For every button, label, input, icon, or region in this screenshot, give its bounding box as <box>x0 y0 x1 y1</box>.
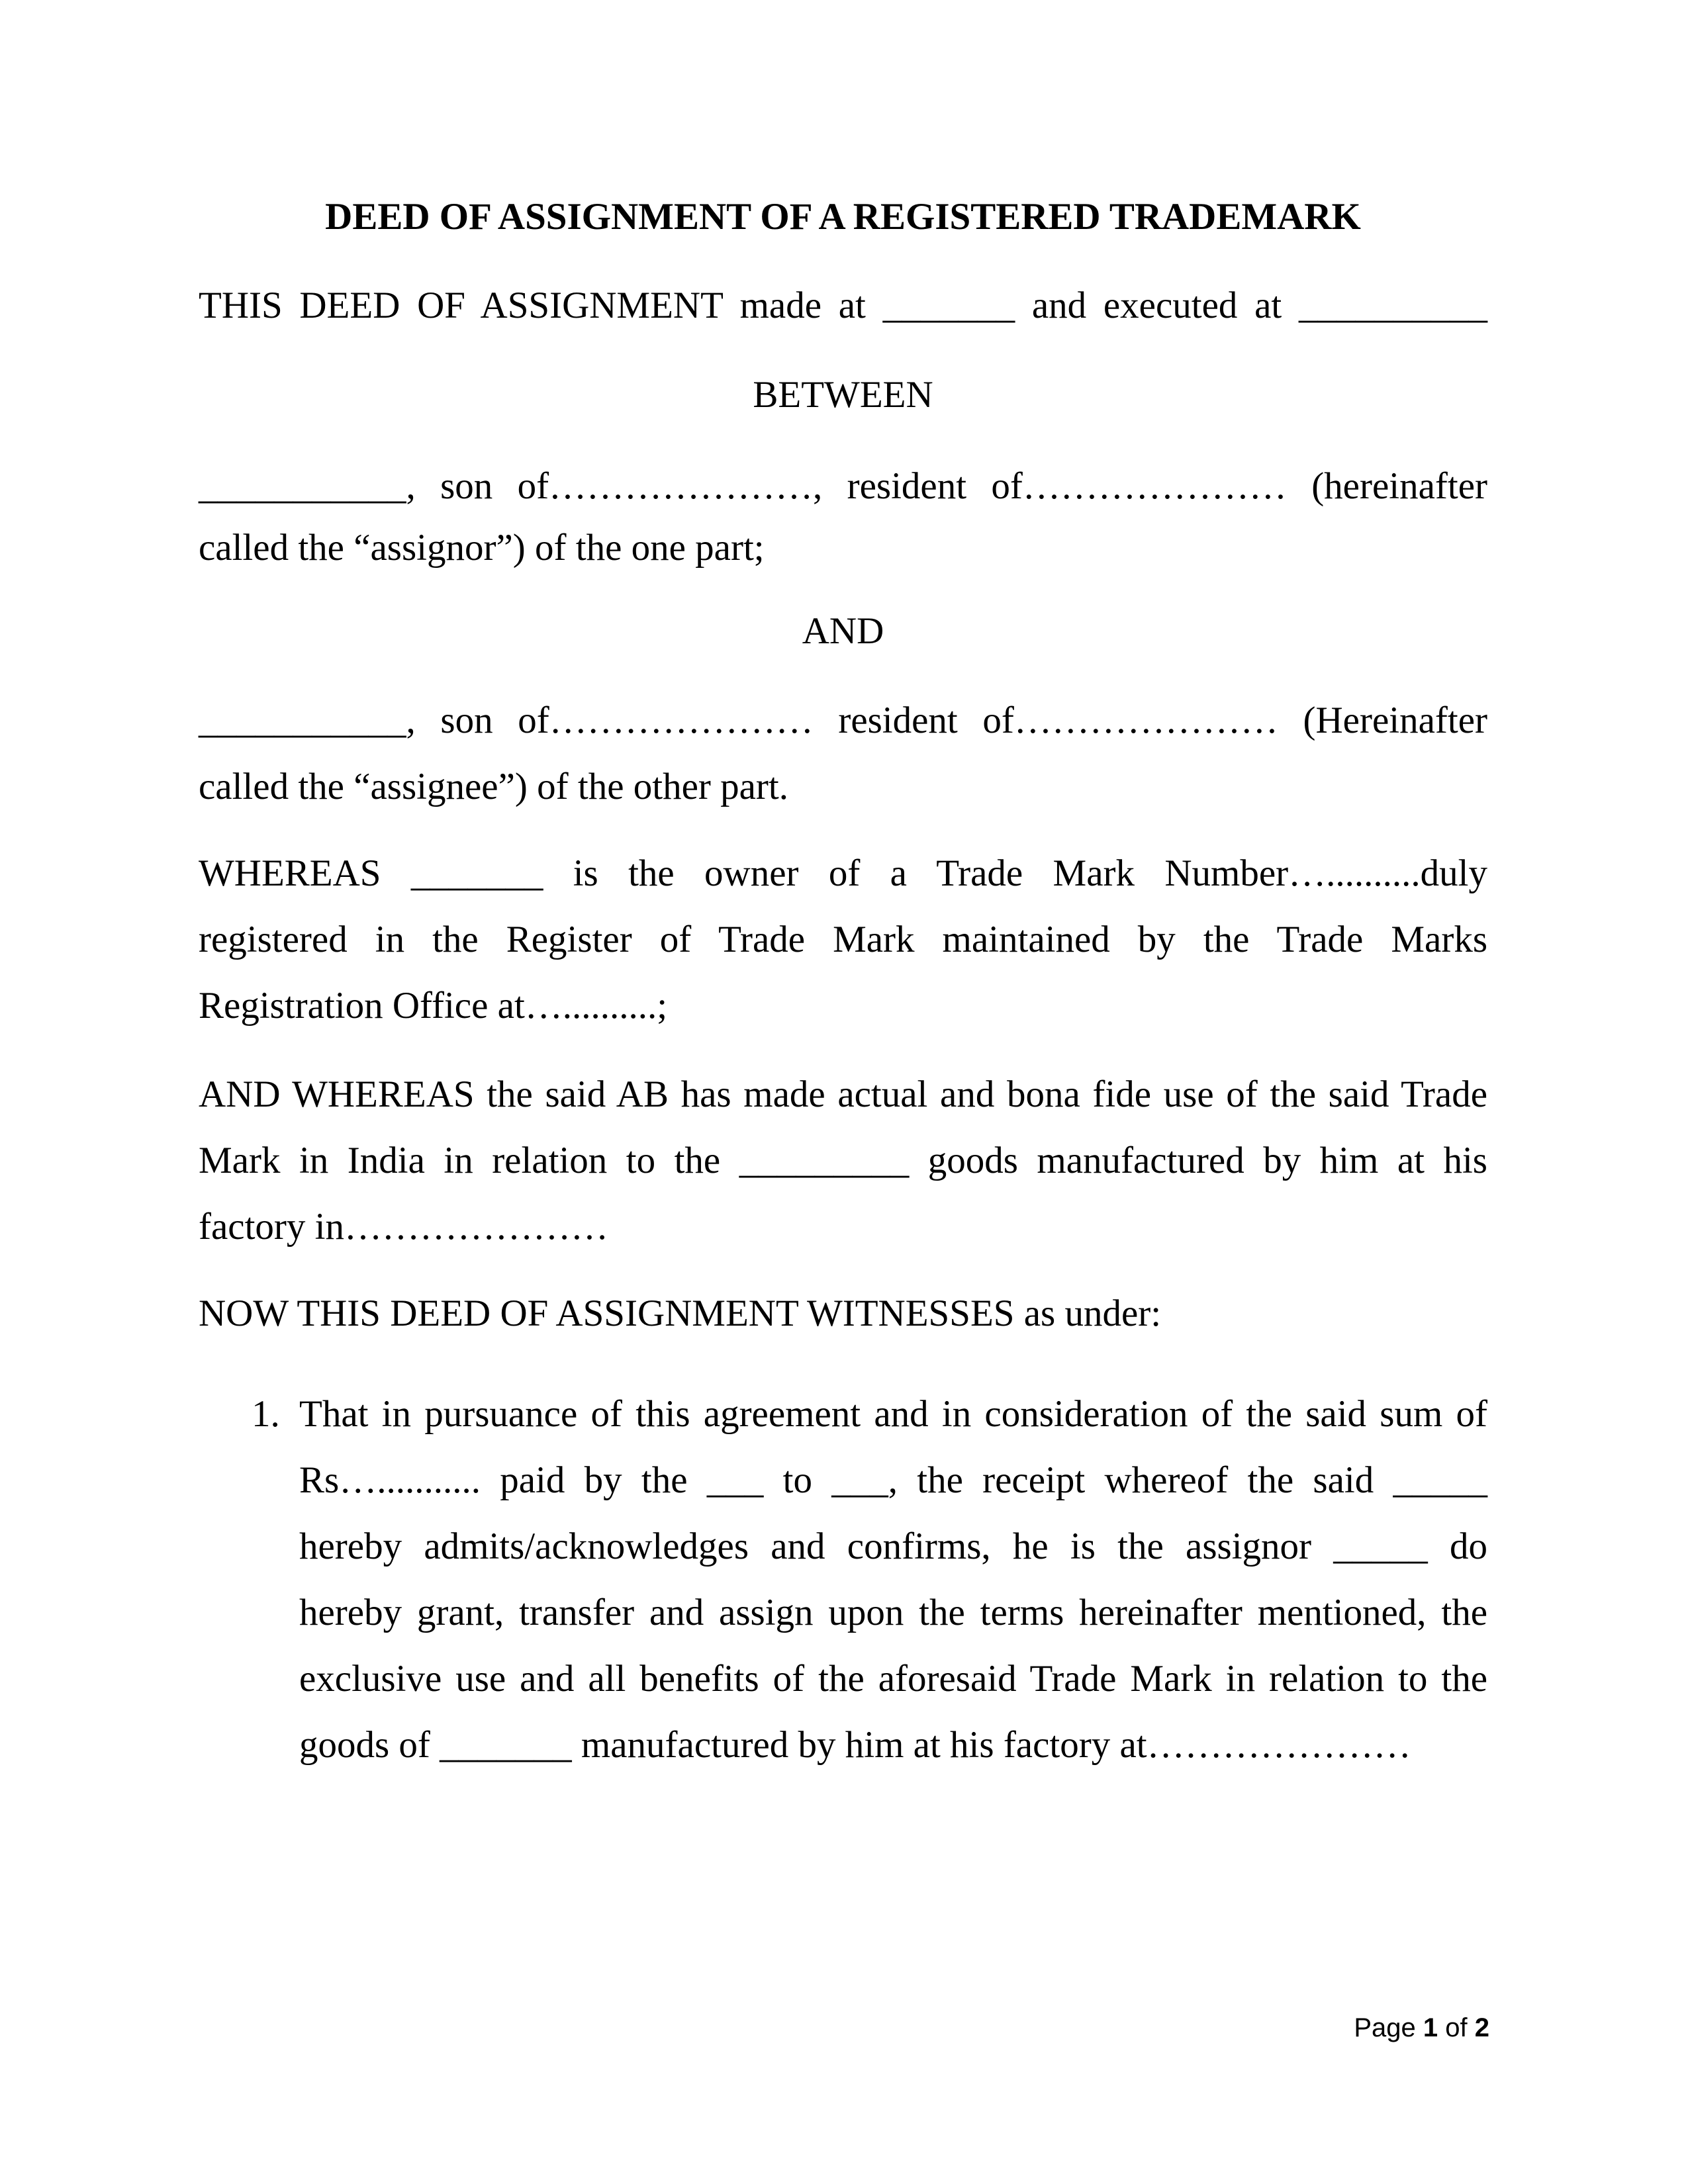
page-number-footer <box>1354 2012 1489 2044</box>
clause-line: exclusive use and all benefits of the aforesaid Trade Mark in relation to the <box>299 1658 1487 1700</box>
clause-line: Rs…........... paid by the ___ to ___, the receipt whereof the said _____ <box>299 1459 1487 1501</box>
total-pages-number: 2 <box>1474 2013 1489 2042</box>
page-word: Page <box>1354 2013 1416 2042</box>
whereas-2-line-1: AND WHEREAS the said AB has made actual and bona fide use of the said Trade <box>199 1073 1487 1115</box>
assignor-line-1: ___________, son of…………………, resident of………………… (hereinafter <box>199 465 1487 507</box>
of-word: of <box>1445 2013 1468 2042</box>
clause-line: hereby admits/acknowledges and confirms, he is the assignor _____ do <box>299 1525 1487 1567</box>
assignee-line-1: ___________, son of………………… resident of………………… (Hereinafter <box>199 700 1487 741</box>
and-label: AND <box>802 610 884 652</box>
clause-line: goods of _______ manufactured by him at his factory at………………… <box>299 1724 1411 1766</box>
assignor-line-2: called the “assignor”) of the one part; <box>199 527 765 569</box>
document-title: DEED OF ASSIGNMENT OF A REGISTERED TRADEMARK <box>325 196 1361 238</box>
whereas-1-line-3: Registration Office at…..........; <box>199 985 668 1026</box>
witnesses-heading: NOW THIS DEED OF ASSIGNMENT WITNESSES as under: <box>199 1293 1162 1334</box>
whereas-2-line-3: factory in………………… <box>199 1206 608 1248</box>
assignee-line-2: called the “assignee”) of the other part. <box>199 766 788 807</box>
between-label: BETWEEN <box>753 374 933 416</box>
whereas-1-line-2: registered in the Register of Trade Mark maintained by the Trade Marks <box>199 919 1487 960</box>
clause-number: 1. <box>252 1393 280 1435</box>
intro-line: THIS DEED OF ASSIGNMENT made at _______ and executed at __________ <box>199 285 1487 326</box>
whereas-1-line-1: WHEREAS _______ is the owner of a Trade Mark Number…..........duly <box>199 852 1487 894</box>
whereas-2-line-2: Mark in India in relation to the _________ goods manufactured by him at his <box>199 1140 1487 1181</box>
clause-line: That in pursuance of this agreement and in consideration of the said sum of <box>299 1393 1487 1435</box>
clause-line: hereby grant, transfer and assign upon the terms hereinafter mentioned, the <box>299 1592 1487 1633</box>
current-page-number: 1 <box>1423 2013 1438 2042</box>
